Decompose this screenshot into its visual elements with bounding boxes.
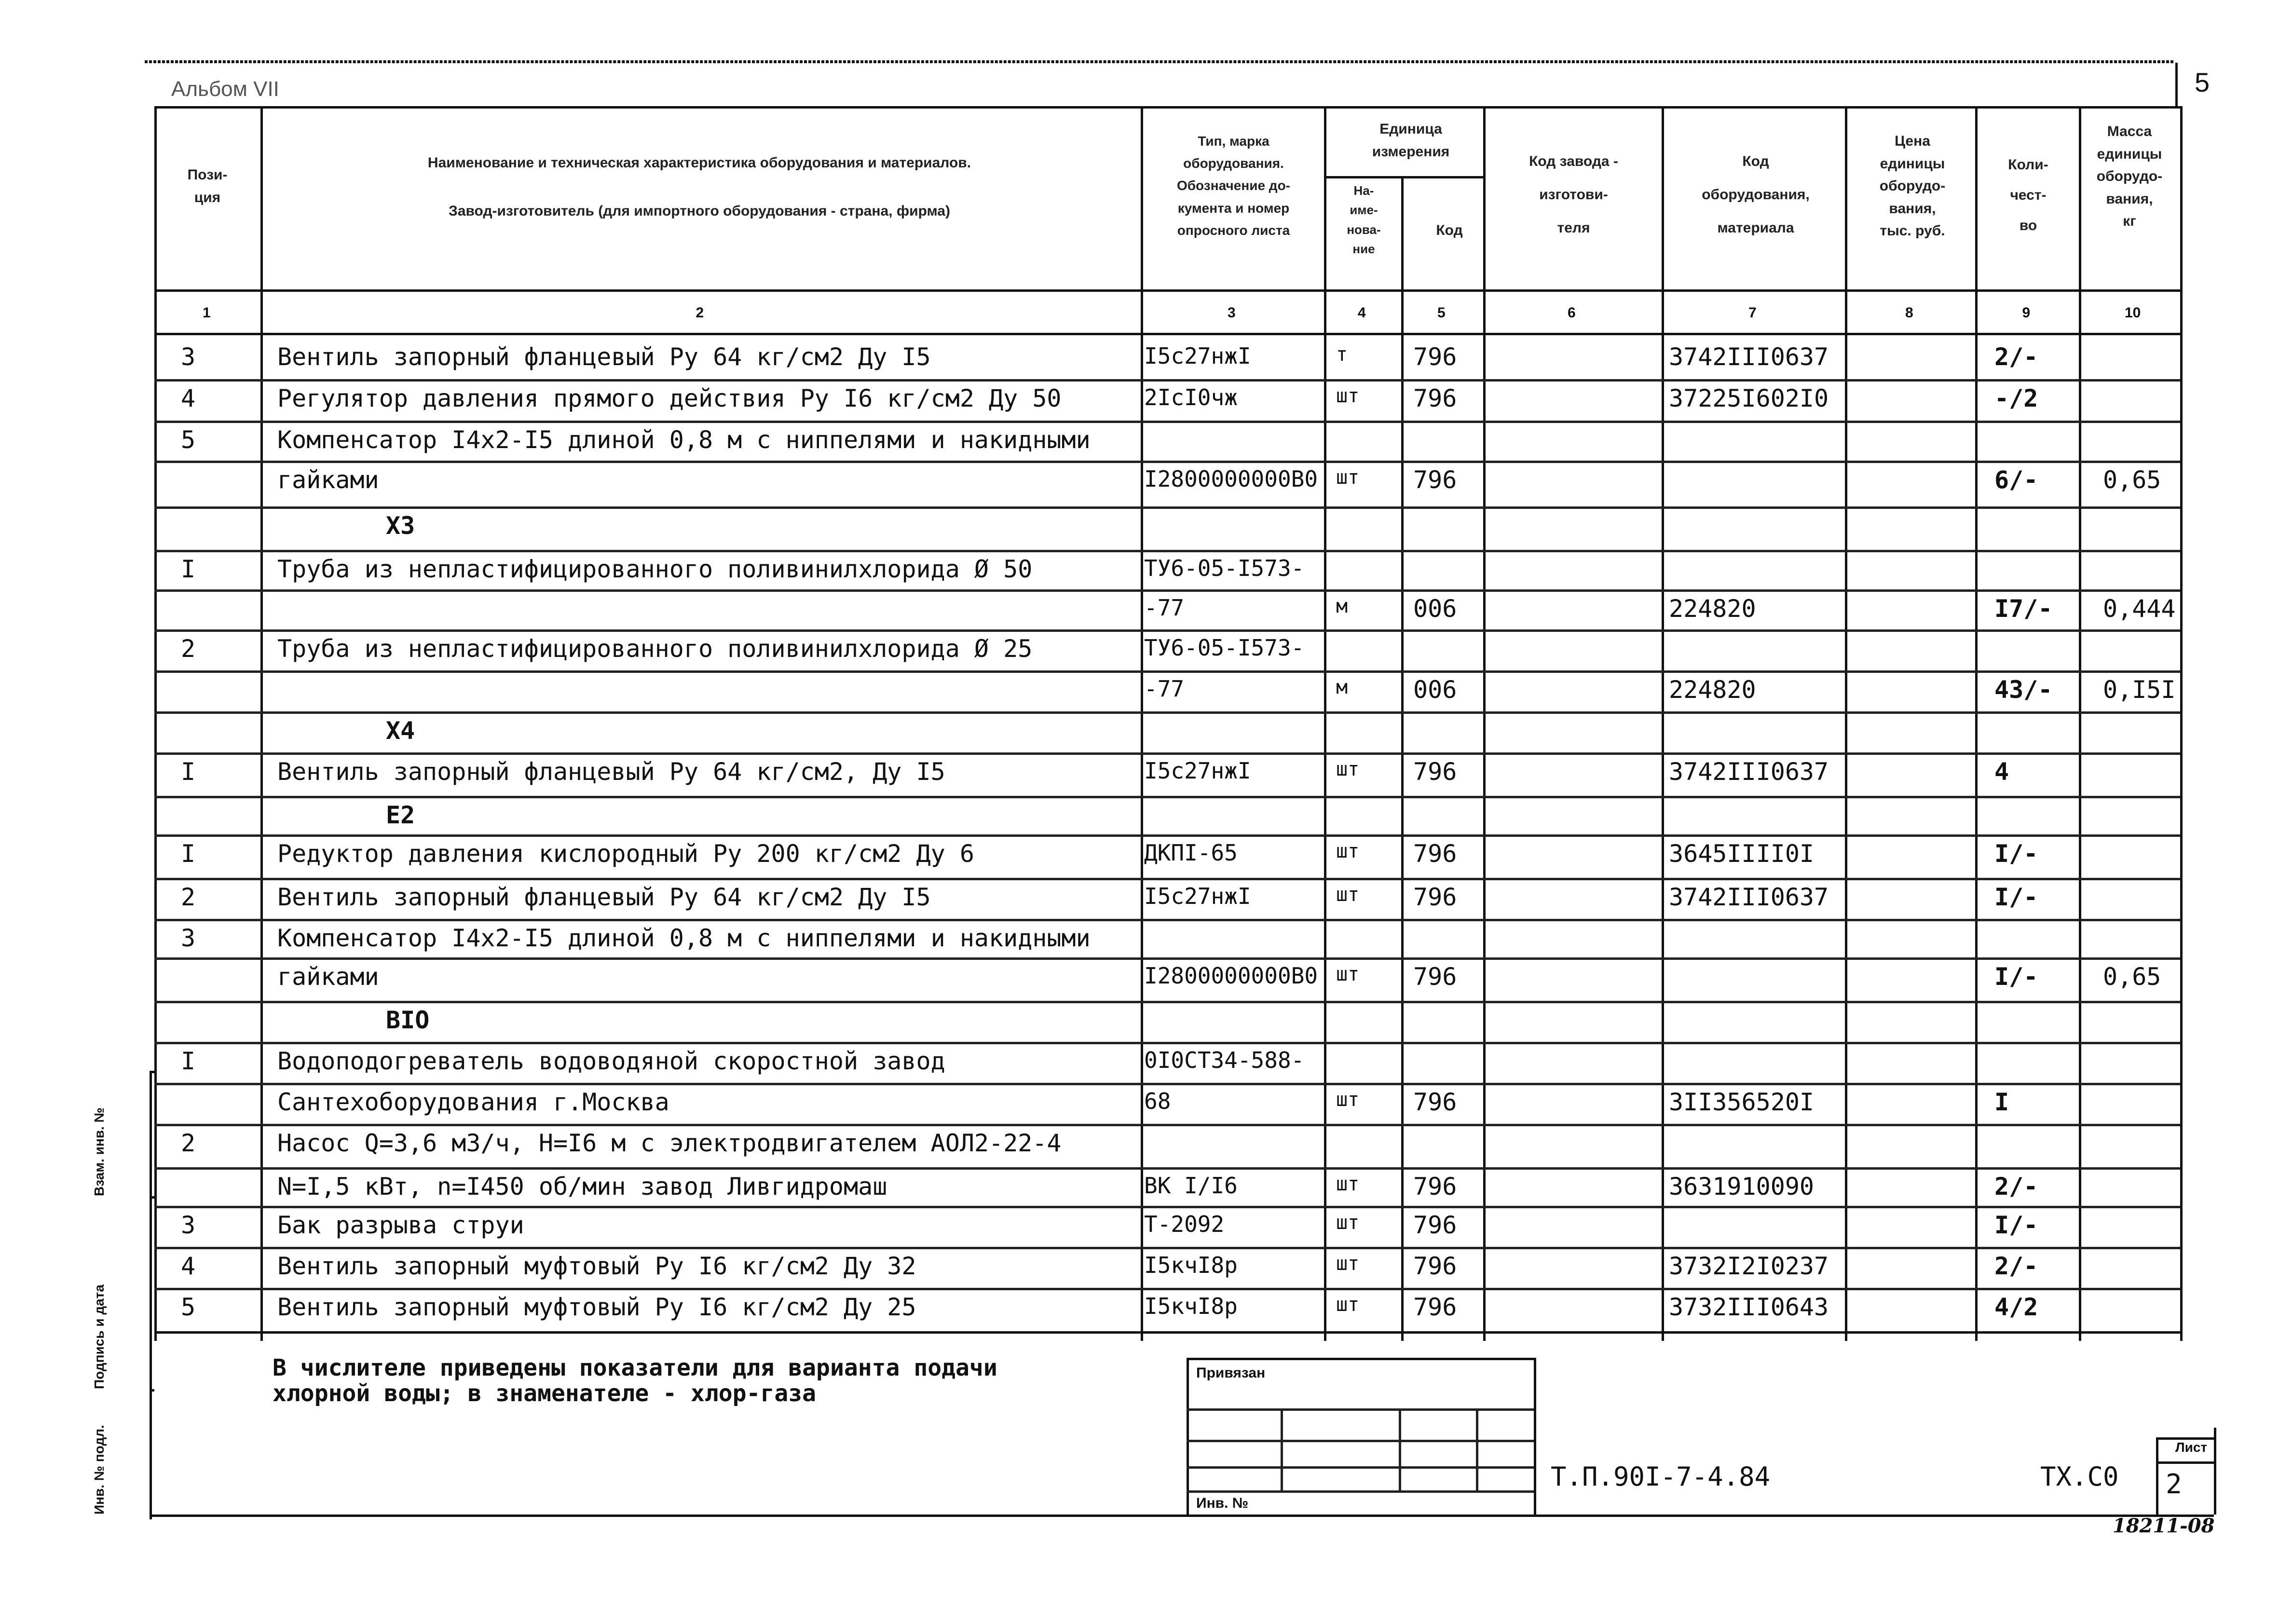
row-equipment-code: 3631910090 (1669, 1173, 1815, 1201)
column-number-7: 7 (1748, 305, 1757, 321)
column-number-9: 9 (2022, 305, 2031, 321)
row-divider (154, 878, 2180, 880)
row-position: I (181, 840, 196, 868)
row-divider (154, 1042, 2180, 1044)
header-unit-name: На- име- нова- ние (1347, 183, 1381, 256)
document-code: Т.П.90I-7-4.84 (1551, 1461, 1771, 1492)
document-mark: ТХ.С0 (2040, 1461, 2119, 1492)
header-quantity: Коли- чест- во (2008, 157, 2048, 233)
sheet-box-left (2156, 1437, 2158, 1515)
row-position: I (181, 1047, 196, 1075)
footnote-line-1: В числителе приведены показатели для варианта подачи (273, 1354, 997, 1381)
row-type: ТУ6-05-I573- (1144, 635, 1305, 661)
column-number-4: 4 (1358, 305, 1366, 321)
row-unit-code: 796 (1413, 883, 1457, 911)
row-unit-code: 796 (1413, 1293, 1457, 1321)
row-quantity: 6/- (1994, 466, 2038, 494)
row-unit-code: 796 (1413, 840, 1457, 868)
unit-subheader-line (1324, 176, 1483, 178)
row-unit: шт (1336, 1212, 1360, 1234)
header-bottom-border (154, 289, 2180, 292)
column-divider (1845, 106, 1847, 1341)
row-mass: 0,65 (2103, 963, 2161, 991)
side-box-replaced-inv: Взам. инв. № (92, 1107, 107, 1196)
stamp-row (1187, 1440, 1534, 1442)
row-name: Бак разрыва струи (277, 1211, 524, 1239)
row-divider (154, 379, 2180, 382)
row-type: I5с27нжI (1144, 883, 1251, 909)
header-unit-code: Код (1436, 222, 1463, 238)
inventory-number-label: Инв. № (1196, 1495, 1249, 1511)
row-divider (154, 711, 2180, 714)
row-divider (154, 1001, 2180, 1003)
bottom-frame (150, 1515, 2214, 1517)
row-name: Труба из непластифицированного поливинилхлорида Ø 50 (277, 555, 1033, 583)
row-mass: 0,65 (2103, 466, 2161, 494)
column-number-6: 6 (1568, 305, 1576, 321)
side-box-inv-podl: Инв. № подл. (92, 1425, 107, 1515)
row-quantity: I/- (1994, 963, 2038, 991)
column-number-2: 2 (696, 305, 704, 321)
row-mass: 0,I5I (2103, 676, 2176, 704)
row-type: 2IcI0чж (1144, 384, 1238, 410)
column-number-10: 10 (2125, 305, 2141, 321)
row-unit: шт (1336, 1253, 1360, 1275)
stamp-row (1187, 1490, 1534, 1493)
row-unit-code: 796 (1413, 1088, 1457, 1116)
row-unit: шт (1336, 1089, 1360, 1111)
page-number: 5 (2195, 67, 2210, 97)
section-heading: Х4 (386, 717, 415, 745)
row-name: Труба из непластифицированного поливинилхлорида Ø 25 (277, 635, 1033, 663)
row-name: Регулятор давления прямого действия Ру I6 кг/см2 Ду 50 (277, 384, 1062, 412)
column-divider (1141, 106, 1143, 1341)
row-equipment-code: 3742III0637 (1669, 343, 1829, 371)
column-divider (1324, 106, 1326, 1341)
column-number-3: 3 (1228, 305, 1236, 321)
header-unit: Единица измерения (1372, 121, 1450, 160)
row-unit-code: 796 (1413, 1211, 1457, 1239)
row-name: Водоподогреватель водоводяной скоростной завод (277, 1047, 945, 1075)
stamp-col (1281, 1408, 1283, 1490)
row-position: 3 (181, 1211, 196, 1239)
row-name: N=I,5 кВт, n=I450 об/мин завод Ливгидромаш (277, 1173, 887, 1201)
row-divider (154, 796, 2180, 798)
header-equipment-code: Код оборудования, материала (1702, 153, 1810, 236)
row-name: гайками (277, 963, 379, 991)
row-equipment-code: 3II356520I (1669, 1088, 1815, 1116)
row-divider (154, 506, 2180, 509)
stamp-right (1534, 1358, 1536, 1515)
row-quantity: 2/- (1994, 1173, 2038, 1201)
row-unit: м (1336, 676, 1348, 698)
column-divider (154, 106, 157, 1341)
row-unit-code: 796 (1413, 1252, 1457, 1280)
row-position: 5 (181, 1293, 196, 1321)
side-box-divider (150, 1389, 154, 1392)
row-name: гайками (277, 466, 379, 494)
header-price: Цена единицы оборудо- вания, тыс. руб. (1879, 133, 1946, 239)
row-unit: м (1336, 595, 1348, 617)
header-mass: Масса единицы оборудо- вания, кг (2096, 123, 2163, 229)
column-divider (260, 106, 263, 1341)
row-unit-code: 796 (1413, 758, 1457, 786)
row-type: 0I0СТ34-588- (1144, 1047, 1305, 1073)
left-frame (150, 1071, 152, 1519)
row-unit-code: 006 (1413, 595, 1457, 623)
row-type: -77 (1144, 595, 1185, 621)
row-name: Вентиль запорный фланцевый Ру 64 кг/см2, Ду I5 (277, 758, 945, 786)
side-box-signature-date: Подпись и дата (92, 1284, 107, 1389)
footnote-line-2: хлорной воды; в знаменателе - хлор-газа (273, 1379, 817, 1407)
row-mass: 0,444 (2103, 595, 2176, 623)
column-divider (1401, 176, 1404, 1341)
sheet-box-line (2156, 1461, 2214, 1464)
row-equipment-code: 224820 (1669, 595, 1756, 623)
row-equipment-code: 3742III0637 (1669, 758, 1829, 786)
row-quantity: 43/- (1994, 676, 2053, 704)
row-name: Редуктор давления кислородный Ру 200 кг/см2 Ду 6 (277, 840, 974, 868)
row-equipment-code: 37225I602I0 (1669, 384, 1829, 412)
column-divider (2180, 106, 2183, 1341)
column-divider (1975, 106, 1978, 1341)
row-name: Вентиль запорный фланцевый Ру 64 кг/см2 Ду I5 (277, 883, 931, 911)
row-position: 5 (181, 426, 196, 454)
row-divider (154, 957, 2180, 960)
table-top-border (154, 106, 2180, 109)
row-quantity: I7/- (1994, 595, 2053, 623)
row-unit: шт (1336, 1173, 1360, 1195)
row-unit: т (1336, 343, 1348, 366)
row-unit: шт (1336, 963, 1360, 985)
row-name: Вентиль запорный муфтовый Ру I6 кг/см2 Ду 25 (277, 1293, 916, 1321)
row-position: 4 (181, 384, 196, 412)
column-divider (1483, 106, 1486, 1341)
row-divider (154, 550, 2180, 552)
row-equipment-code: 224820 (1669, 676, 1756, 704)
header-factory-code: Код завода - изготови- теля (1529, 153, 1618, 236)
side-box-divider (150, 1196, 154, 1199)
stamp-top (1187, 1358, 1534, 1360)
header-position: Пози- ция (187, 167, 228, 205)
row-position: 2 (181, 635, 196, 663)
header-name-line2: Завод-изготовитель (для импортного оборудования - страна, фирма) (449, 203, 950, 219)
row-unit-code: 006 (1413, 676, 1457, 704)
section-heading: ВIО (386, 1006, 430, 1034)
row-divider (154, 670, 2180, 673)
row-unit-code: 796 (1413, 384, 1457, 412)
row-divider (154, 834, 2180, 837)
row-divider (154, 421, 2180, 423)
row-divider (154, 1083, 2180, 1085)
row-quantity: I/- (1994, 1211, 2038, 1239)
row-quantity: 4/2 (1994, 1293, 2038, 1321)
row-divider (154, 1124, 2180, 1126)
row-position: 2 (181, 1129, 196, 1157)
table-bottom-border (154, 1331, 2180, 1334)
column-number-border (154, 333, 2180, 335)
row-divider (154, 1288, 2180, 1290)
footnote (273, 1355, 997, 1406)
row-name: Насос Q=3,6 м3/ч, Н=I6 м с электродвигателем АОЛ2-22-4 (277, 1129, 1062, 1157)
row-type: ВК I/I6 (1144, 1173, 1238, 1199)
row-position: 3 (181, 924, 196, 952)
row-quantity: I/- (1994, 840, 2038, 868)
top-border (145, 60, 2173, 63)
right-frame (2214, 1428, 2216, 1515)
row-quantity: I (1994, 1088, 2009, 1116)
row-quantity: 2/- (1994, 343, 2038, 371)
side-box-top (150, 1071, 154, 1073)
stamp-row (1187, 1466, 1534, 1469)
row-quantity: -/2 (1994, 384, 2038, 412)
row-type: I2800000000В0 (1144, 963, 1318, 989)
privyazan-label: Привязан (1196, 1365, 1266, 1381)
sheet-number: 2 (2166, 1469, 2182, 1500)
row-name: Вентиль запорный муфтовый Ру I6 кг/см2 Ду 32 (277, 1252, 916, 1280)
row-position: I (181, 758, 196, 786)
row-unit-code: 796 (1413, 963, 1457, 991)
row-equipment-code: 3742III0637 (1669, 883, 1829, 911)
row-type: I5с27нжI (1144, 758, 1251, 784)
header-type: Тип, марка оборудования. Обозначение до- кумента и номер опросного листа (1176, 134, 1291, 238)
row-equipment-code: 3732I2I0237 (1669, 1252, 1829, 1280)
row-divider (154, 589, 2180, 592)
row-quantity: I/- (1994, 883, 2038, 911)
row-position: 4 (181, 1252, 196, 1280)
row-unit: шт (1336, 884, 1360, 906)
row-unit-code: 796 (1413, 466, 1457, 494)
row-type: I2800000000В0 (1144, 466, 1318, 492)
row-unit: шт (1336, 466, 1360, 489)
page-number-divider (2175, 63, 2178, 106)
row-type: I5кчI8р (1144, 1293, 1238, 1319)
row-divider (154, 629, 2180, 632)
column-number-5: 5 (1437, 305, 1446, 321)
column-divider (1662, 106, 1664, 1341)
row-unit: шт (1336, 1294, 1360, 1316)
column-number-8: 8 (1905, 305, 1913, 321)
row-type: Т-2092 (1144, 1211, 1225, 1237)
row-equipment-code: 3645IIII0I (1669, 840, 1815, 868)
row-unit: шт (1336, 758, 1360, 780)
row-type: I5кчI8р (1144, 1252, 1238, 1278)
row-type: 68 (1144, 1088, 1171, 1114)
column-divider (2079, 106, 2081, 1341)
row-divider (154, 1206, 2180, 1208)
row-position: 3 (181, 343, 196, 371)
stamp-col (1399, 1408, 1401, 1490)
archive-number: 18211-08 (2113, 1515, 2215, 1537)
column-number-1: 1 (203, 305, 211, 321)
row-type: ДКПI-65 (1144, 840, 1238, 866)
row-type: I5с27нжI (1144, 343, 1251, 369)
row-divider (154, 919, 2180, 921)
row-quantity: 2/- (1994, 1252, 2038, 1280)
section-heading: Х3 (386, 512, 415, 540)
stamp-col (1476, 1408, 1478, 1490)
row-position: 2 (181, 883, 196, 911)
row-divider (154, 752, 2180, 755)
row-name: Компенсатор I4x2-I5 длиной 0,8 м с ниппелями и накидными (277, 426, 1091, 454)
row-type: -77 (1144, 676, 1185, 702)
album-label: Альбом VII (171, 77, 279, 101)
row-unit: шт (1336, 840, 1360, 862)
section-heading: Е2 (386, 801, 415, 829)
row-name: Сантехоборудования г.Москва (277, 1088, 669, 1116)
sheet-label: Лист (2175, 1440, 2208, 1455)
row-quantity: 4 (1994, 758, 2009, 786)
row-unit-code: 796 (1413, 343, 1457, 371)
header-name-line1: Наименование и техническая характеристика оборудования и материалов. (427, 155, 971, 171)
row-name: Компенсатор I4x2-I5 длиной 0,8 м с ниппелями и накидными (277, 924, 1091, 952)
row-equipment-code: 3732III0643 (1669, 1293, 1829, 1321)
row-position: I (181, 555, 196, 583)
row-type: ТУ6-05-I573- (1144, 555, 1305, 581)
row-name: Вентиль запорный фланцевый Ру 64 кг/см2 Ду I5 (277, 343, 931, 371)
row-unit: шт (1336, 385, 1360, 407)
row-divider (154, 1167, 2180, 1170)
row-divider (154, 461, 2180, 463)
row-divider (154, 1247, 2180, 1249)
row-unit-code: 796 (1413, 1173, 1457, 1201)
stamp-row (1187, 1408, 1534, 1411)
